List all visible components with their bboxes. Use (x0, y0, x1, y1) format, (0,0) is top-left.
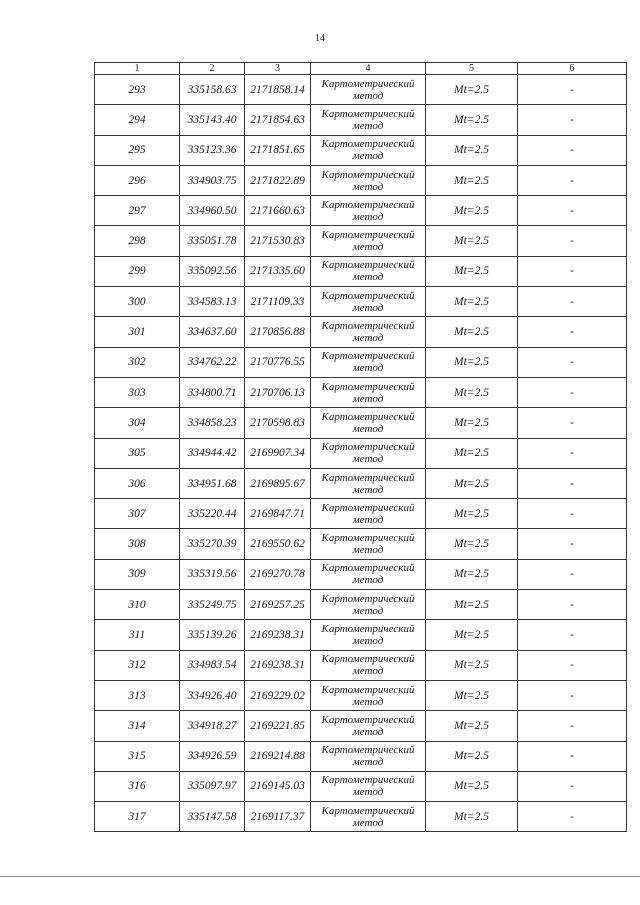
table-row (95, 620, 627, 650)
method-line-1: Картометрический (321, 410, 415, 423)
accuracy-cell: Mt=2.5 (426, 771, 518, 801)
method-line-1: Картометрический (321, 289, 415, 302)
method-cell (311, 256, 426, 286)
description-cell: - (518, 75, 627, 105)
method-line-1: Картометрический (321, 532, 415, 545)
method-line-1: Картометрический (321, 592, 415, 605)
accuracy-cell: Mt=2.5 (426, 226, 518, 256)
method-cell (311, 135, 426, 165)
x-coordinate-cell: 335319.56 (180, 559, 245, 589)
x-coordinate-cell: 334918.27 (180, 711, 245, 741)
accuracy-cell: Mt=2.5 (426, 711, 518, 741)
method-line-2: метод (352, 271, 384, 284)
table-row (95, 135, 627, 165)
table-row (95, 499, 627, 529)
method-cell (311, 590, 426, 620)
description-cell: - (518, 499, 627, 529)
description-cell: - (518, 650, 627, 680)
coordinates-table (94, 62, 627, 832)
table-row (95, 287, 627, 317)
method-line-2: метод (352, 362, 384, 375)
method-cell (311, 620, 426, 650)
method-line-2: метод (352, 241, 384, 254)
point-number-cell: 302 (95, 347, 180, 377)
table-row (95, 226, 627, 256)
table-row (95, 711, 627, 741)
method-cell (311, 75, 426, 105)
accuracy-cell: Mt=2.5 (426, 468, 518, 498)
method-line-2: метод (352, 422, 384, 435)
point-number-cell: 313 (95, 680, 180, 710)
method-line-2: метод (352, 513, 384, 526)
table-row (95, 468, 627, 498)
table-row (95, 75, 627, 105)
method-cell (311, 468, 426, 498)
point-number-cell: 298 (95, 226, 180, 256)
method-cell (311, 347, 426, 377)
point-number-cell: 297 (95, 196, 180, 226)
x-coordinate-cell: 335270.39 (180, 529, 245, 559)
method-line-2: метод (352, 544, 384, 557)
description-cell: - (518, 317, 627, 347)
header-col-5: 5 (426, 63, 518, 75)
point-number-cell: 303 (95, 377, 180, 407)
table-row (95, 317, 627, 347)
method-line-2: метод (352, 695, 384, 708)
point-number-cell: 294 (95, 105, 180, 135)
x-coordinate-cell: 335143.40 (180, 105, 245, 135)
method-cell (311, 771, 426, 801)
point-number-cell: 305 (95, 438, 180, 468)
method-line-1: Картометрический (321, 744, 415, 757)
y-coordinate-cell: 2169895.67 (245, 468, 311, 498)
description-cell: - (518, 468, 627, 498)
x-coordinate-cell: 334926.40 (180, 680, 245, 710)
method-line-1: Картометрический (321, 501, 415, 514)
method-line-1: Картометрический (321, 259, 415, 272)
x-coordinate-cell: 335092.56 (180, 256, 245, 286)
table-body (95, 75, 627, 832)
table-row (95, 347, 627, 377)
y-coordinate-cell: 2169145.03 (245, 771, 311, 801)
table-row (95, 741, 627, 771)
method-line-1: Картометрический (321, 380, 415, 393)
point-number-cell: 293 (95, 75, 180, 105)
x-coordinate-cell: 334983.54 (180, 650, 245, 680)
point-number-cell: 317 (95, 802, 180, 832)
point-number-cell: 311 (95, 620, 180, 650)
x-coordinate-cell: 334858.23 (180, 408, 245, 438)
method-line-1: Картометрический (321, 441, 415, 454)
method-line-1: Картометрический (321, 350, 415, 363)
description-cell: - (518, 711, 627, 741)
point-number-cell: 296 (95, 165, 180, 195)
y-coordinate-cell: 2169221.85 (245, 711, 311, 741)
method-line-1: Картометрический (321, 168, 415, 181)
accuracy-cell: Mt=2.5 (426, 680, 518, 710)
y-coordinate-cell: 2170776.55 (245, 347, 311, 377)
method-line-2: метод (352, 725, 384, 738)
x-coordinate-cell: 334960.50 (180, 196, 245, 226)
accuracy-cell: Mt=2.5 (426, 408, 518, 438)
method-line-1: Картометрический (321, 198, 415, 211)
page-number: 14 (315, 33, 325, 44)
y-coordinate-cell: 2171335.60 (245, 256, 311, 286)
point-number-cell: 300 (95, 287, 180, 317)
method-line-1: Картометрический (321, 562, 415, 575)
point-number-cell: 310 (95, 590, 180, 620)
y-coordinate-cell: 2169257.25 (245, 590, 311, 620)
y-coordinate-cell: 2170856.88 (245, 317, 311, 347)
method-cell (311, 196, 426, 226)
x-coordinate-cell: 334926.59 (180, 741, 245, 771)
y-coordinate-cell: 2169270.78 (245, 559, 311, 589)
y-coordinate-cell: 2171660.63 (245, 196, 311, 226)
description-cell: - (518, 620, 627, 650)
table-row (95, 165, 627, 195)
point-number-cell: 301 (95, 317, 180, 347)
method-line-1: Картометрический (321, 653, 415, 666)
x-coordinate-cell: 335147.58 (180, 802, 245, 832)
method-line-1: Картометрический (321, 622, 415, 635)
y-coordinate-cell: 2169214.88 (245, 741, 311, 771)
accuracy-cell: Mt=2.5 (426, 620, 518, 650)
point-number-cell: 295 (95, 135, 180, 165)
y-coordinate-cell: 2169117.37 (245, 802, 311, 832)
method-line-1: Картометрический (321, 774, 415, 787)
method-cell (311, 529, 426, 559)
method-line-1: Картометрический (321, 107, 415, 120)
accuracy-cell: Mt=2.5 (426, 650, 518, 680)
description-cell: - (518, 377, 627, 407)
accuracy-cell: Mt=2.5 (426, 559, 518, 589)
description-cell: - (518, 256, 627, 286)
method-cell (311, 438, 426, 468)
method-line-1: Картометрический (321, 138, 415, 151)
accuracy-cell: Mt=2.5 (426, 317, 518, 347)
description-cell: - (518, 559, 627, 589)
table-header-row (95, 63, 627, 75)
header-col-4: 4 (311, 63, 426, 75)
method-line-2: метод (352, 210, 384, 223)
y-coordinate-cell: 2169847.71 (245, 499, 311, 529)
table-row (95, 771, 627, 801)
header-col-2: 2 (180, 63, 245, 75)
table-row (95, 559, 627, 589)
header-col-6: 6 (518, 63, 627, 75)
method-line-1: Картометрический (321, 683, 415, 696)
description-cell: - (518, 226, 627, 256)
description-cell: - (518, 196, 627, 226)
method-line-2: метод (352, 574, 384, 587)
table-row (95, 377, 627, 407)
x-coordinate-cell: 335220.44 (180, 499, 245, 529)
description-cell: - (518, 438, 627, 468)
method-cell (311, 680, 426, 710)
y-coordinate-cell: 2169238.31 (245, 650, 311, 680)
x-coordinate-cell: 334800.71 (180, 377, 245, 407)
method-line-2: метод (352, 604, 384, 617)
accuracy-cell: Mt=2.5 (426, 499, 518, 529)
y-coordinate-cell: 2170706.13 (245, 377, 311, 407)
y-coordinate-cell: 2171854.63 (245, 105, 311, 135)
method-line-1: Картометрический (321, 320, 415, 333)
description-cell: - (518, 165, 627, 195)
method-line-1: Картометрический (321, 77, 415, 90)
method-line-2: метод (352, 332, 384, 345)
accuracy-cell: Mt=2.5 (426, 105, 518, 135)
method-line-2: метод (352, 786, 384, 799)
method-cell (311, 408, 426, 438)
description-cell: - (518, 741, 627, 771)
method-line-2: метод (352, 665, 384, 678)
method-line-2: метод (352, 453, 384, 466)
accuracy-cell: Mt=2.5 (426, 287, 518, 317)
accuracy-cell: Mt=2.5 (426, 741, 518, 771)
y-coordinate-cell: 2170598.83 (245, 408, 311, 438)
method-cell (311, 287, 426, 317)
x-coordinate-cell: 334583.13 (180, 287, 245, 317)
point-number-cell: 314 (95, 711, 180, 741)
method-line-1: Картометрический (321, 713, 415, 726)
method-line-2: метод (352, 816, 384, 829)
accuracy-cell: Mt=2.5 (426, 347, 518, 377)
method-line-1: Картометрический (321, 471, 415, 484)
x-coordinate-cell: 335097.97 (180, 771, 245, 801)
x-coordinate-cell: 335051.78 (180, 226, 245, 256)
method-line-2: метод (352, 634, 384, 647)
point-number-cell: 307 (95, 499, 180, 529)
description-cell: - (518, 408, 627, 438)
method-cell (311, 105, 426, 135)
method-line-2: метод (352, 150, 384, 163)
accuracy-cell: Mt=2.5 (426, 256, 518, 286)
description-cell: - (518, 529, 627, 559)
x-coordinate-cell: 335249.75 (180, 590, 245, 620)
method-line-2: метод (352, 119, 384, 132)
y-coordinate-cell: 2171858.14 (245, 75, 311, 105)
point-number-cell: 316 (95, 771, 180, 801)
x-coordinate-cell: 334903.75 (180, 165, 245, 195)
point-number-cell: 309 (95, 559, 180, 589)
point-number-cell: 306 (95, 468, 180, 498)
header-col-1: 1 (95, 63, 180, 75)
method-line-2: метод (352, 392, 384, 405)
description-cell: - (518, 802, 627, 832)
method-cell (311, 377, 426, 407)
method-line-1: Картометрический (321, 804, 415, 817)
x-coordinate-cell: 334944.42 (180, 438, 245, 468)
method-line-2: метод (352, 483, 384, 496)
point-number-cell: 299 (95, 256, 180, 286)
y-coordinate-cell: 2171109.33 (245, 287, 311, 317)
y-coordinate-cell: 2171822.89 (245, 165, 311, 195)
method-cell (311, 802, 426, 832)
method-line-2: метод (352, 180, 384, 193)
accuracy-cell: Mt=2.5 (426, 75, 518, 105)
table-row (95, 590, 627, 620)
x-coordinate-cell: 335139.26 (180, 620, 245, 650)
method-line-2: метод (352, 89, 384, 102)
method-cell (311, 317, 426, 347)
table-row (95, 650, 627, 680)
x-coordinate-cell: 334951.68 (180, 468, 245, 498)
table-row (95, 408, 627, 438)
method-cell (311, 741, 426, 771)
accuracy-cell: Mt=2.5 (426, 377, 518, 407)
point-number-cell: 312 (95, 650, 180, 680)
accuracy-cell: Mt=2.5 (426, 438, 518, 468)
table-row (95, 438, 627, 468)
accuracy-cell: Mt=2.5 (426, 196, 518, 226)
y-coordinate-cell: 2171530.83 (245, 226, 311, 256)
header-col-3: 3 (245, 63, 311, 75)
description-cell: - (518, 771, 627, 801)
description-cell: - (518, 135, 627, 165)
method-cell (311, 226, 426, 256)
y-coordinate-cell: 2169229.02 (245, 680, 311, 710)
x-coordinate-cell: 335123.36 (180, 135, 245, 165)
method-line-2: метод (352, 301, 384, 314)
y-coordinate-cell: 2171851.65 (245, 135, 311, 165)
y-coordinate-cell: 2169238.31 (245, 620, 311, 650)
point-number-cell: 304 (95, 408, 180, 438)
point-number-cell: 308 (95, 529, 180, 559)
y-coordinate-cell: 2169550.62 (245, 529, 311, 559)
accuracy-cell: Mt=2.5 (426, 135, 518, 165)
accuracy-cell: Mt=2.5 (426, 165, 518, 195)
table-row (95, 256, 627, 286)
table-row (95, 105, 627, 135)
method-line-2: метод (352, 756, 384, 769)
x-coordinate-cell: 334762.22 (180, 347, 245, 377)
table-row (95, 802, 627, 832)
method-cell (311, 559, 426, 589)
description-cell: - (518, 590, 627, 620)
accuracy-cell: Mt=2.5 (426, 802, 518, 832)
accuracy-cell: Mt=2.5 (426, 529, 518, 559)
table-row (95, 680, 627, 710)
method-cell (311, 711, 426, 741)
point-number-cell: 315 (95, 741, 180, 771)
method-line-1: Картометрический (321, 229, 415, 242)
description-cell: - (518, 680, 627, 710)
description-cell: - (518, 287, 627, 317)
x-coordinate-cell: 334637.60 (180, 317, 245, 347)
bottom-divider (0, 876, 640, 877)
method-cell (311, 650, 426, 680)
method-cell (311, 165, 426, 195)
description-cell: - (518, 347, 627, 377)
table-row (95, 529, 627, 559)
accuracy-cell: Mt=2.5 (426, 590, 518, 620)
method-cell (311, 499, 426, 529)
y-coordinate-cell: 2169907.34 (245, 438, 311, 468)
x-coordinate-cell: 335158.63 (180, 75, 245, 105)
table-row (95, 196, 627, 226)
description-cell: - (518, 105, 627, 135)
